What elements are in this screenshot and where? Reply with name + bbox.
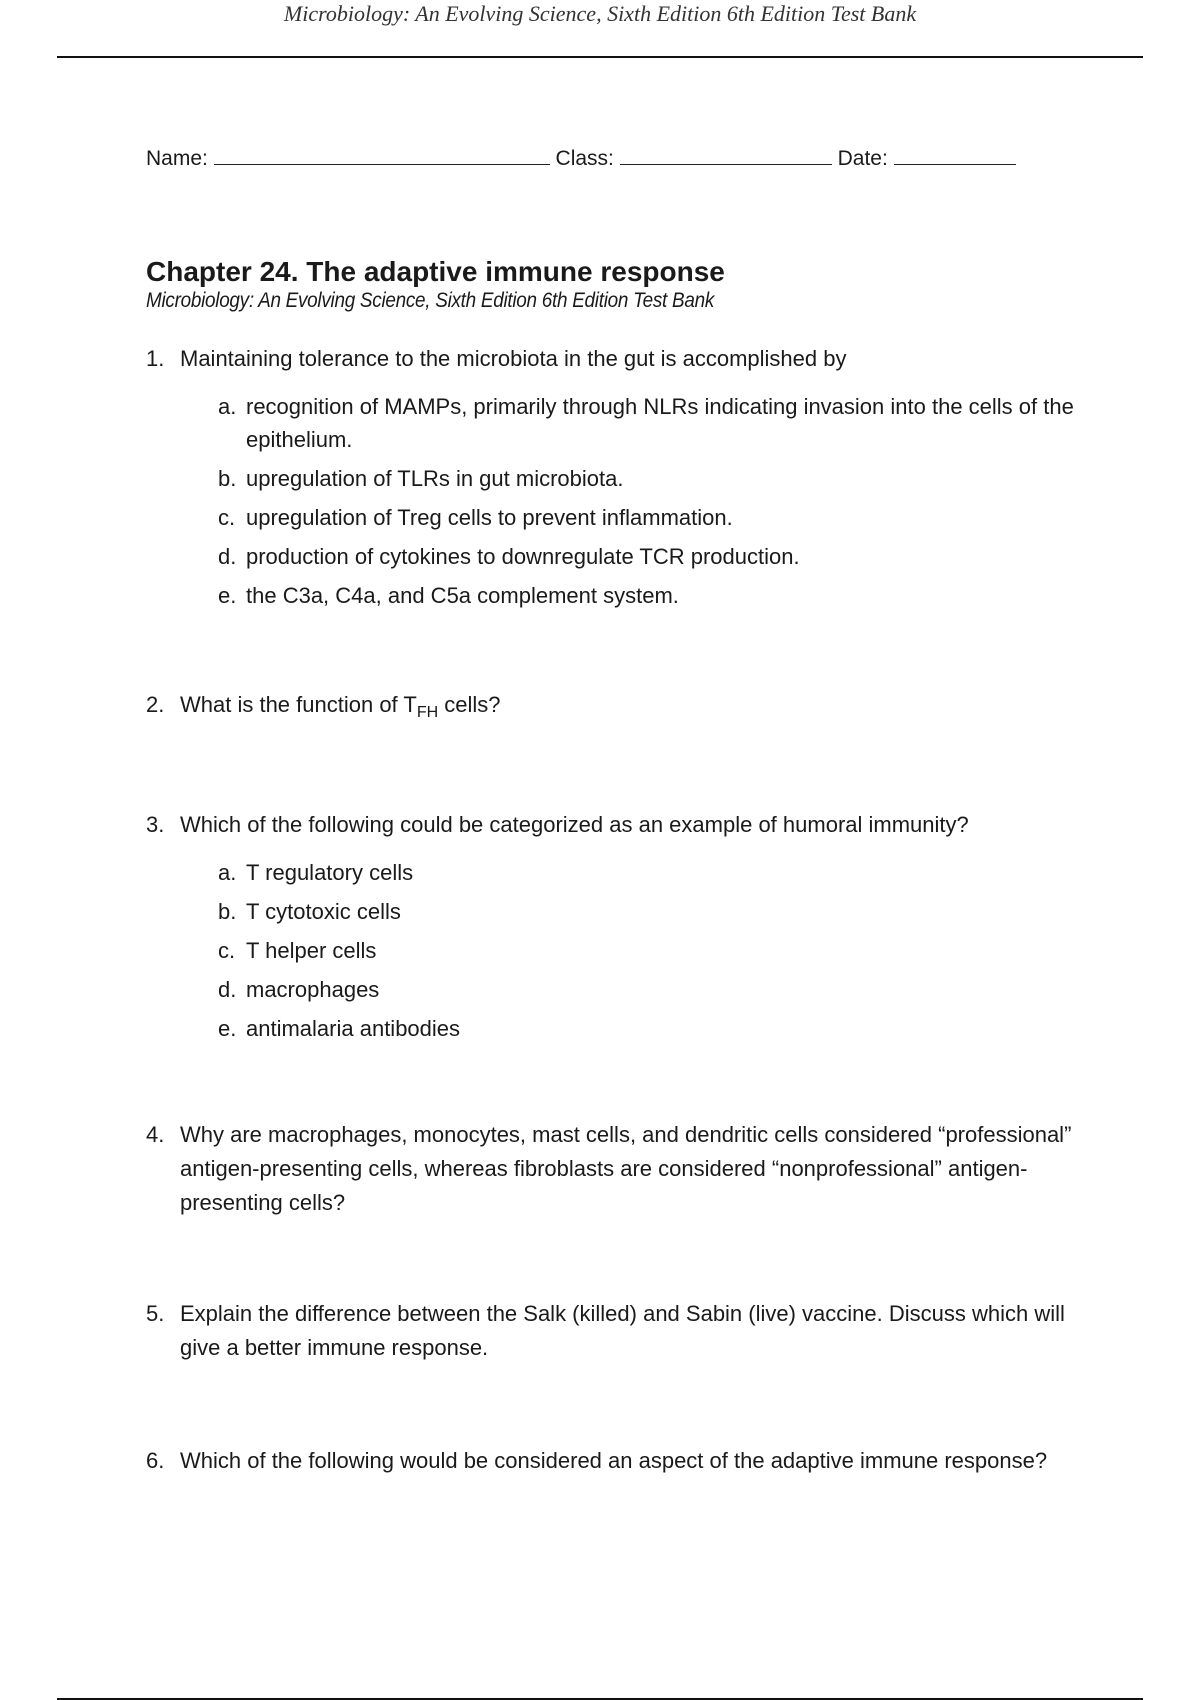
- chapter-title: Chapter 24. The adaptive immune response: [146, 256, 725, 287]
- running-header: Microbiology: An Evolving Science, Sixth Edition 6th Edition Test Bank: [283, 1, 917, 26]
- choice-e[interactable]: e. antimalaria antibodies: [218, 1016, 461, 1041]
- subscript-fh: FH: [416, 704, 439, 721]
- question-number: 3.: [146, 812, 165, 837]
- class-blank[interactable]: [620, 146, 832, 165]
- choice-c[interactable]: c. T helper cells: [218, 938, 377, 963]
- question-1: [146, 342, 1086, 618]
- header-rule: [57, 56, 1143, 58]
- question-text: Maintaining tolerance to the microbiota in the gut is accomplished by: [180, 346, 847, 371]
- choice-d[interactable]: d. macrophages: [218, 977, 380, 1002]
- chapter-subtitle: Microbiology: An Evolving Science, Sixth Edition 6th Edition Test Bank: [146, 289, 715, 312]
- question-number: 4.: [146, 1122, 165, 1147]
- choice-c[interactable]: c. upregulation of Treg cells to prevent inflammation.: [218, 505, 733, 530]
- question-number: 2.: [146, 692, 165, 717]
- name-blank[interactable]: [214, 146, 550, 165]
- question-3: [146, 808, 1086, 1051]
- question-number: 1.: [146, 346, 165, 371]
- choice-list: [146, 390, 1086, 612]
- name-class-date-bar: [146, 146, 1046, 172]
- question-text: Which of the following would be considered an aspect of the adaptive immune response?: [180, 1448, 1048, 1473]
- choice-a[interactable]: a. recognition of MAMPs, primarily through NLRs indicating invasion into the cells of the epithelium.: [218, 394, 1074, 452]
- question-6: [146, 1444, 1086, 1478]
- date-label: Date:: [837, 147, 888, 170]
- choice-d[interactable]: d. production of cytokines to downregulate TCR production.: [218, 544, 800, 569]
- date-blank[interactable]: [894, 146, 1016, 165]
- question-5: [146, 1297, 1086, 1365]
- question-text: Why are macrophages, monocytes, mast cells, and dendritic cells considered “professional” antigen-presenting cells, whereas fibroblasts are considered “nonprofessional” antigen-presenting cells?: [180, 1122, 1072, 1215]
- question-text: Which of the following could be categorized as an example of humoral immunity?: [180, 812, 969, 837]
- name-label: Name:: [146, 147, 208, 170]
- choice-b[interactable]: b. upregulation of TLRs in gut microbiota.: [218, 466, 624, 491]
- choice-e[interactable]: e. the C3a, C4a, and C5a complement system.: [218, 583, 679, 608]
- question-2: [146, 688, 1086, 722]
- question-text: What is the function of $T_{FH}$ cells?: [180, 692, 501, 721]
- choice-b[interactable]: b. T cytotoxic cells: [218, 899, 401, 924]
- question-number: 5.: [146, 1301, 165, 1326]
- question-4: [146, 1118, 1086, 1220]
- question-text: Explain the difference between the Salk (killed) and Sabin (live) vaccine. Discuss which will give a better immune response.: [180, 1301, 1065, 1360]
- choice-a[interactable]: a. T regulatory cells: [218, 860, 414, 885]
- question-number: 6.: [146, 1448, 165, 1473]
- choice-list: [146, 856, 1086, 1045]
- class-label: Class:: [555, 147, 614, 170]
